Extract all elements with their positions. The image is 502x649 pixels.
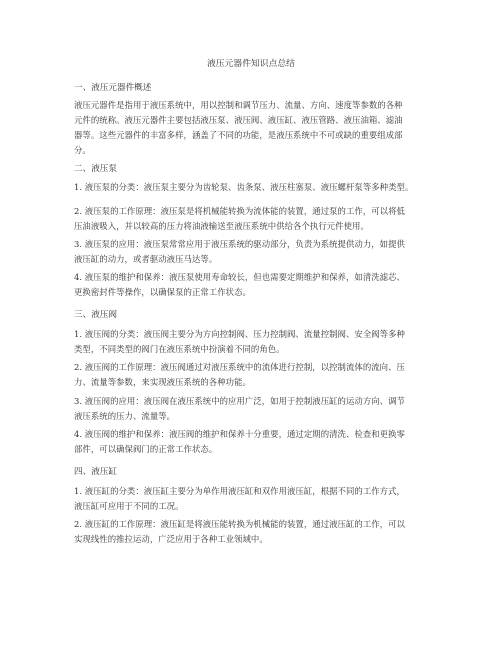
- text-line: 类型，不同类型的阀门在液压系统中扮演着不同的角色。: [74, 344, 285, 354]
- text-line: 4. 液压阀的维护和保养：液压阀的维护和保养十分重要，通过定期的清洗、检查和更换零: [74, 429, 405, 439]
- paragraph: [74, 484, 434, 514]
- text-line: 器等。这些元器件的丰富多样，涵盖了不同的功能，是液压系统中不可或缺的重要组成部: [74, 130, 403, 140]
- section-heading-pump: 二、液压泵: [74, 164, 117, 174]
- text-line: 部件，可以确保阀门的正常工作状态。: [74, 444, 218, 454]
- text-line: 液压系统的压力、流量等。: [74, 411, 176, 421]
- text-line: 1. 液压缸的分类：液压缸主要分为单作用液压缸和双作用液压缸，根据不同的工作方式，: [74, 486, 405, 496]
- text-line: 元件的统称。液压元器件主要包括液压泵、液压阀、液压缸、液压管路、液压油箱、滤油: [74, 115, 403, 125]
- text-line: 液压元器件是指用于液压系统中，用以控制和调节压力、流量、方向、速度等参数的各种: [74, 100, 403, 110]
- paragraph: [74, 394, 434, 424]
- text-line: 更换密封件等操作，以确保泵的正常工作状态。: [74, 287, 251, 297]
- text-line: 液压缸可应用于不同的工况。: [74, 501, 184, 511]
- section-heading-overview: 一、液压元器件概述: [74, 83, 152, 93]
- paragraph: [74, 517, 434, 547]
- paragraph: [74, 327, 434, 357]
- text-line: 3. 液压泵的应用：液压泵常常应用于液压系统的驱动部分，负责为系统提供动力，如提供: [74, 239, 405, 249]
- paragraph: [74, 237, 434, 267]
- text-line: 3. 液压阀的应用：液压阀在液压系统中的应用广泛，如用于控制液压缸的运动方向、调节: [74, 396, 405, 406]
- document-title: 液压元器件知识点总结: [207, 59, 295, 69]
- text-line: 2. 液压阀的工作原理：液压阀通过对液压系统中的流体进行控制，以控制流体的流向、压: [74, 362, 405, 372]
- text-line: 分。: [74, 145, 91, 155]
- text-line: 1. 液压阀的分类：液压阀主要分为方向控制阀、压力控制阀、流量控制阀、安全阀等多种: [74, 329, 405, 339]
- text-line: 4. 液压泵的维护和保养：液压泵使用寿命较长，但也需要定期维护和保养，如清洗滤芯、: [74, 272, 405, 282]
- text-line: 力、流量等参数，来实现液压系统的各种功能。: [74, 377, 251, 387]
- text-line: 2. 液压缸的工作原理：液压缸是将液压能转换为机械能的装置，通过液压缸的工作，可以: [74, 519, 405, 529]
- text-line: 1. 液压泵的分类：液压泵主要分为齿轮泵、齿条泵、液压柱塞泵、液压螺杆泵等多种类型。: [74, 182, 414, 192]
- paragraph: [74, 204, 434, 234]
- section-heading-valve: 三、液压阀: [74, 310, 117, 320]
- paragraph: [74, 427, 434, 457]
- paragraph: [74, 180, 434, 195]
- text-line: 液压缸的动力，或者驱动液压马达等。: [74, 254, 218, 264]
- paragraph: [74, 98, 434, 158]
- paragraph: [74, 270, 434, 300]
- section-heading-cylinder: 四、液压缸: [74, 467, 117, 477]
- paragraph: [74, 360, 434, 390]
- text-line: 实现线性的推拉运动，广泛应用于各种工业领域中。: [74, 534, 268, 544]
- text-line: 2. 液压泵的工作原理：液压泵是将机械能转换为流体能的装置，通过泵的工作，可以将低: [74, 206, 405, 216]
- text-line: 压油液吸入，并以较高的压力将油液输送至液压系统中供给各个执行元件使用。: [74, 221, 369, 231]
